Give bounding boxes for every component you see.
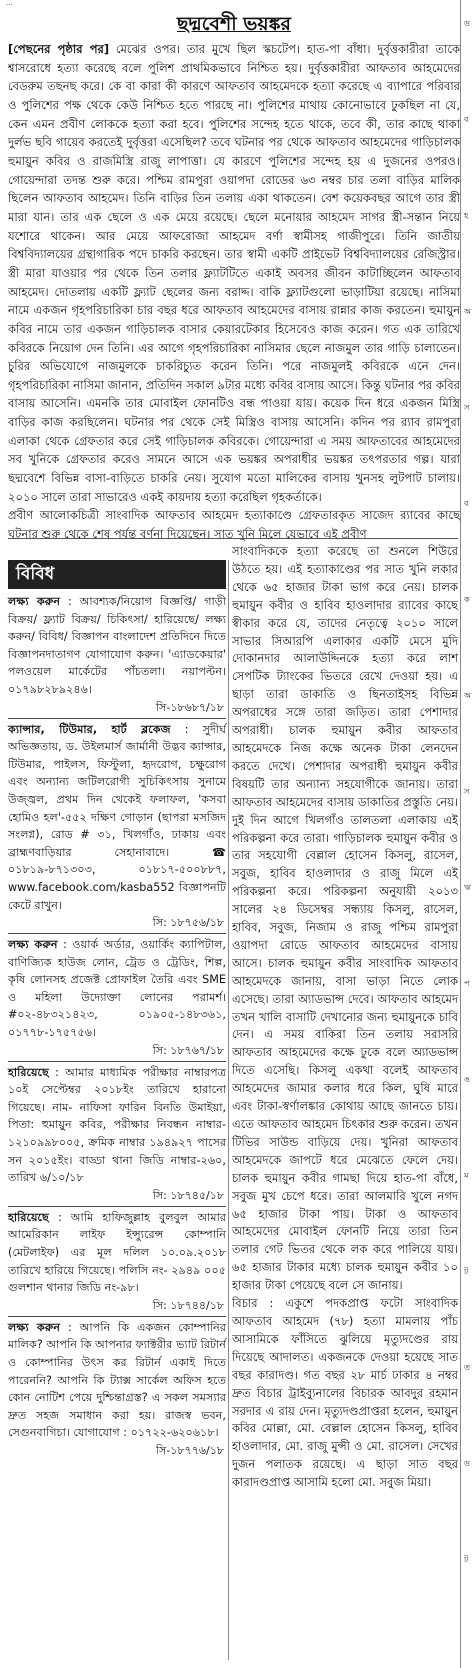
classified-separator bbox=[8, 1061, 226, 1062]
edge-fragment: অ bbox=[464, 307, 471, 316]
edge-fragment: ট bbox=[464, 1555, 469, 1564]
classified-ad-reference: সি: ১৮৭৪৫/১৮ bbox=[152, 1188, 224, 1202]
edge-fragment: হ bbox=[464, 211, 469, 220]
edge-fragment: ব bbox=[464, 115, 469, 124]
classified-ad-body: : আপনি কি একজন কোম্পানির মালিক? আপনি কি আপনার ফ্যাক্টরীর ভ্যাট রিটার্ন ও কোম্পানির উৎস কর রিটার্ন একাই দিতে পারেননি? আপনি কি ট্যাক্স সার্কেল অফিস হতে কোন নোটিশ পেয়ে দুশ্চিন্তাগ্রস্ত? এ সকল সমস্যার দ্রুত সহজ সমাধান করা হয়। রাজস্ব ভবন, সেগুনবাগিচা। যোগাযোগ : ০১৭২২-৬২০৬১৮। bbox=[8, 1320, 226, 1440]
classified-ad bbox=[8, 1319, 226, 1442]
edge-fragment: ম bbox=[464, 1171, 469, 1180]
jump-marker: [পেছনের পৃষ্ঠার পর] bbox=[8, 42, 110, 56]
classified-ad-heading: লক্ষ্য করুন bbox=[8, 938, 58, 952]
section-divider bbox=[8, 538, 458, 539]
edge-fragment: ক bbox=[464, 595, 470, 604]
lead-paragraph-1 bbox=[8, 40, 460, 506]
classified-ad-heading: হারিয়েছে bbox=[8, 1065, 49, 1079]
edge-fragment: অ bbox=[464, 691, 471, 700]
classified-ad-heading: হারিয়েছে bbox=[8, 1210, 49, 1224]
classified-separator bbox=[8, 1206, 226, 1207]
column-divider bbox=[228, 560, 229, 1660]
classified-ad-reference: সি: ১৮৭৫৬/১৮ bbox=[152, 916, 224, 930]
lead-paragraph-1-text: মেঝের ওপর। তার মুখে ছিল স্কচটেপ। হাত-পা বাঁধা। দুর্বৃত্তকারীরা তাকে শ্বাসরোধে হত্যা করেছে বলে পুলিশ প্রাথমিকভাবে নিশ্চিত হয়। দুর্বৃত্তকারীরা আফতাব আহমেদের বেডরুম তছনছ করে। কে বা কারা কী কারণে আফতাব আহমেদকে হত্যা করেছে এ ব্যাপারে পরিবার ও পুলিশের পক্ষ থেকে কেউ নিশ্চিত হতে পারছে না। পুলিশের মাথায় কোনোভাবে ঢুকছিল না যে, কেন এমন প্রবীণ লোককে হত্যা করা হবে। পুলিশের সন্দেহ হতে থাকে, তবে কী, তার কাছে থাকা দুর্লভ ছবি গায়েব করতেই দুর্বৃত্তরা এসেছিল? তবে ঘটনার পর থেকে আফতাব আহমেদের গাড়িচালক হুমায়ুন কবির ও রাজমিস্ত্রি রাজু লাপাত্তা। যে কারণে পুলিশের সন্দেহ হয় এ দুজনের ওপরও। গোয়েন্দারা তদন্ত শুরু করে। পশ্চিম রামপুরা ওয়াপদা রোডের ৬৩ নম্বর চার তলা বাড়ির মালিক ছিলেন আফতাব আহমেদ। তিনি বাড়ির তিন তলায় একা থাকতেন। বেশ কয়েকবছর আগে তার স্ত্রী মারা যান। তার এক ছেলে ও এক মেয়ে রয়েছে। ছেলে মনোয়ার আহমেদ সাগর স্ত্রী-সন্তান নিয়ে যশোরে থাকেন। আর মেয়ে আফরোজা আহমেদ বর্ণা স্বামীসহ গাজীপুরে। তিনি জাতীয় বিশ্ববিদ্যালয়ের গ্রন্থাগারিক পদে চাকরি করছেন। তার স্বামী একটি প্রাইভেট বিশ্ববিদ্যালয়ের রেজিস্ট্রার। স্ত্রী মারা যাওয়ার পর থেকে তিন তলার ফ্ল্যাটটিতে একাই অবসর জীবন কাটাচ্ছিলেন আফতাব আহমেদ। দোতলায় একটি ফ্ল্যাট ছেলের জন্য বরাদ্দ। বাকি ফ্ল্যাটগুলো ভাড়াটিয়া রয়েছে। নাসিমা নামে একজন গৃহপরিচারিকা চার বছর ধরে আফতাব আহমেদের বাসায় রান্নার কাজ করতেন। হুমায়ুন কবির নামে তার একজন গাড়িচালক বাসার কেয়ারটেকার হিসেবেও কাজ করেন। গত এক তারিখে কবিরকে নিয়োগ দেন তিনি। এর আগে গৃহপরিচারিকা নাসিমার ছেলে নাজমুল তার গাড়ি চালাতেন। চুরির অভিযোগে নাজমুলকে চাকরিচ্যুত করেন তিনি। পরে নাজমুলই কবিরকে এনে দেন। গৃহপরিচারিকা নাসিমা জানান, প্রতিদিন সকাল ৯টার মধ্যে কবির বাসায় আসে। কিন্তু ঘটনার পর কবির বাসায় আসেনি। এমনকি তার মোবাইল ফোনটিও বন্ধ পাওয়া যায়। কয়েক দিন ধরে একজন মিস্ত্রি বাড়ির কাজ করছিলেন। ঘটনার পর থেকে সেই মিস্ত্রিও বাসায় আসেনি। কদিন পর র‍্যাব রামপুরা এলাকা থেকে গ্রেফতার করে সেই গাড়িচালক কবিরকে। গোয়েন্দারা এ সময় আফতাবের আহমেদের সব খুনিকে গ্রেফতার করেও সামনে আসে এক ভয়ঙ্কর অপরাধীর ভয়ঙ্কর তৎপরতার গল্প। যারা ছদ্মবেশে বিভিন্ন বাসা-বাড়িতে চাকরি নেয়। সুযোগ মতো মালিকের বাসায় খুনসহ লুটপাট চালায়। ২০১০ সালে তারা সাভারেও একই কায়দায় হত্যা করেছিল গৃহকর্তাকে। bbox=[8, 42, 460, 504]
classified-ad bbox=[8, 1209, 226, 1297]
adjacent-column-edge bbox=[460, 0, 474, 1668]
classified-ad bbox=[8, 721, 226, 915]
classified-ad-body: : আবশ্যক/নিয়োগ বিজ্ঞপ্তি/ গাড়ী বিক্রয়/ ফ্ল্যাট বিক্রয়/ চিকিৎসা/ হারিয়েছে/ লক্ষ্য করুন/ বিবিধ/ বিজ্ঞাপন বাংলাদেশ প্রতিদিনে দিতে বিজ্ঞাপনদাতাগণ যোগাযোগ করুন। 'এ্যাডকেয়ার' পলওয়েল মার্কেটের পাঁচতলা। নয়াপল্টন। ০১৭৯৮২৮৯২৪৬। bbox=[8, 595, 226, 696]
edge-fragment: স bbox=[464, 787, 470, 796]
edge-fragment: প bbox=[464, 979, 470, 988]
classified-ad-heading: ক্যান্সার, টিউমার, হার্ট ব্লকেজ bbox=[8, 722, 171, 736]
classified-separator bbox=[8, 933, 226, 934]
classifieds-list bbox=[8, 593, 226, 1460]
edge-fragment: ড bbox=[464, 1459, 470, 1468]
article-body-paragraph: সাংবাদিককে হত্যা করেছে তা শুনলে শিউরে উঠতে হয়। এই হত্যাকাণ্ডের পর সাত খুনি লকার থেকে ৬৫ হাজার টাকা ভাগ করে নেয়। চালক হুমায়ুন কবীর ও হাবিব হাওলাদার র‍্যাবের কাছে স্বীকার করে যে, তাদের নেতৃত্বে ২০১০ সালে সাভার সিআরপি এলাকার একটি মেসে মুদি দোকানদার আলাউদ্দিনকে হত্যা করে লাশ সেপটিক ট্যাংকের ভিতরে রেখে দেওয়া হয়। এ ছাড়া তারা ডাকাতি ও ছিনতাইসহ বিভিন্ন অপরাধের সঙ্গে তারা জড়িত। তারা পেশাদার অপরাধী। চালক হুমায়ুন কবীর আফতাব আহমেদকে নিজ কক্ষে অনেক টাকা লেনদেন করতে দেখে। পেশাদার অপরাধী হুমায়ুন কবীর বিষয়টি তার অন্যান্য সহযোগীকে জানায়। তারা আফতাব আহমেদের বাসায় ডাকাতির প্রস্তুতি নেয়। দুই দিন আগে খিলগাঁও তালতলা এলাকায় এই পরিকল্পনা করে তারা। গাড়িচালক হুমায়ুন কবীর ও তার সহযোগী বেল্লাল হোসেন কিসলু, রাসেল, সবুজ, হাবিব হাওলাদার ও রাজু মিলে এই পরিকল্পনা করে। পরিকল্পনা অনুযায়ী ২০১৩ সালের ২৪ ডিসেম্বর সন্ধ্যায় কিসলু, রাসেল, হাবিব, সবুজ, নিজাম ও রাজু পশ্চিম রামপুরা ওয়াপদা রোডে আফতাব আহমেদের বাসায় আসে। চালক হুমায়ুন কবীর সাংবাদিক আফতাব আহমেদকে জানায়, বাসা ভাড়া নিতে লোক এসেছে। তারা অ্যাডভান্স দেবে। আফতাব আহমেদ তখন খালি বাসাটি দেখানোর জন্য হুমায়ুনকে চাবি দেন। এ সময় বাকিরা তিন তলায় সরাসরি আফতাব আহমেদের কক্ষে ঢুকে বলে অ্যাডভান্স দিতে এসেছি। কিসলু একথা বলেই আফতাব আহমেদের জামার কলার ধরে কিল, ঘুষি মারে এবং টাকা-স্বর্ণালঙ্কার কোথায় আছে জানতে চায়। এতে আফতাব আহমেদ চিৎকার শুরু করেন। তখন টিভির সাউন্ড বাড়িয়ে দেয়। খুনিরা আফতাব আহমেদকে জাপটে ধরে মেঝেতে ফেলে দেয়। চালক হুমায়ুন কবীর গামছা দিয়ে হাত-পা বাঁধে, সবুজ মুখ চেপে ধরে। তারা আলমারি খুলে নগদ ৬৫ হাজার টাকা পায়। টাকা ও আফতাব আহমেদের মোবাইল ফোনটি নিয়ে তারা তিন তলার গেট ভিতর থেকে লক করে পালিয়ে যায়। ৬৫ হাজার টাকার মধ্যে চালক হুমায়ুন কবীর ১০ হাজার টাকা পেয়েছে বলে সে জানায়। bbox=[232, 544, 458, 1293]
article-verdict-paragraph: বিচার : একুশে পদকপ্রাপ্ত ফটো সাংবাদিক আফতাব আহমেদ (৭৮) হত্যা মামলায় পাঁচ আসামিকে ফাঁসিতে ঝুলিয়ে মৃত্যুদণ্ডের রায় দিয়েছে আদালত। একজনকে দেওয়া হয়েছে সাত বছর কারাদণ্ড। গত বছর ২৮ মার্চ ঢাকার ৪ নম্বর দ্রুত বিচার ট্রাইব্যুনালের বিচারক আবদুর রহমান সরদার এ রায় দেন। মৃত্যুদণ্ডপ্রাপ্তরা হলেন, হুমায়ুন কবির মোল্লা, মো. বেল্লাল হোসেন কিসলু, হাবিব হাওলাদার, মো. রাজু মুন্সী ও মো. রাসেল। সেখের দুজন পলাতক রয়েছে। এ ছাড়া সাত বছর কারাদণ্ডপ্রাপ্ত আসামি হলো মো. সবুজ মিয়া। bbox=[232, 1296, 458, 1490]
lead-article bbox=[8, 40, 460, 542]
classified-ad-reference: সি-১৮৭৭৬/১৮ bbox=[155, 1443, 224, 1457]
classified-ad-body: : আমার মাধ্যমিক পরীক্ষার নাম্বারপত্র ১০ই সেপ্টেম্বর ২০১৮ইং তারিখে হারানো গিয়েছে। নাম- নাফিসা ফারিন বিনতি উমাইয়া, পিতা: হুমায়ুন কবির, পরীক্ষার নিবন্ধন নাম্বার- ১২১০৯৯৮০০৫, ক্রমিক নাম্বার ১৯৪৯২৭ পাসের সন ২০১৫ইং। বাড্ডা থানা জিডি নাম্বার-২৬০, তারিখ ৬/১০/১৮ bbox=[8, 1065, 226, 1185]
classified-ad-body: : সুদীর্ঘ অভিজ্ঞতায়, ড. উইলমার্স জার্মানী উদ্ভব ক্যান্সার, টিউমার, পাইলস, ফিস্টুলা, হৃদরোগ, চক্ষুরোগ এবং অন্যান্য জটিলরোগী সুচিকিৎসায় সুনামে উজ্জ্বল, প্রথম দিন থেকেই ফলাফল, 'কসবা হোমিও হল'-৫৫২ দক্ষিণ গোড়ান (ছাপরা মসজিদ সংলগ্ন), রোড # ৩১, খিলগাঁও, ঢাকায় এবং ব্রাহ্মণবাড়িয়ার সেহানাবাদে। ☎ ০১৮১৯-৮৭১৩০৩, ০১৮১৭-৫০০৮৮৭, www.facebook.com/kasba552 বিজ্ঞাপনটি কেটে রাখুন। bbox=[8, 722, 226, 912]
classified-separator bbox=[8, 718, 226, 719]
edge-fragment: স bbox=[464, 403, 470, 412]
edge-fragment: ড bbox=[464, 19, 470, 28]
edge-fragment: ব bbox=[464, 499, 469, 508]
classified-ad bbox=[8, 593, 226, 699]
classified-ad-reference: সি-১৮৬৮৭/১৮ bbox=[155, 700, 224, 714]
classifieds-column bbox=[8, 560, 226, 1660]
classified-ad bbox=[8, 936, 226, 1042]
headline: ছদ্মবেশী ভয়ঙ্কর bbox=[177, 13, 291, 35]
classified-ad-heading: লক্ষ্য করুন bbox=[8, 1320, 61, 1334]
classified-separator bbox=[8, 1316, 226, 1317]
lead-paragraph-2: প্রবীণ আলোকচিত্রী সাংবাদিক আফতাব আহমেদ হত্যাকাণ্ডে গ্রেফতারকৃত সাজেদ র‍্যাবের কাছে ঘটনার শুরু থেকে শেষ পর্যন্ত বর্ণনা দিয়েছেন। সাত খুনি মিলে যেভাবে এই প্রবীণ bbox=[8, 508, 460, 542]
top-cut-text: ... bbox=[6, 0, 13, 7]
edge-fragment: ট bbox=[464, 1267, 469, 1276]
article-continuation bbox=[232, 543, 458, 1661]
classified-ad-body: : আমি হাফিজুল্লাহ বুলবুল আমার আমেরিকান লাইফ ইন্স্যুরেন্স কোম্পানি (মেটলাইফ) এর মূল দলিল ১০.০৯.২০১৮ তারিখে হারিয়ে গিয়েছে। পলিসি নং- ২৯৪৯ ০০৫ গুলশান থানার জিডি নং-৯৮। bbox=[8, 1210, 226, 1295]
classifieds-section-title: বিবিধ bbox=[8, 560, 226, 589]
classified-ad-reference: সি: ১৮৭৪৪/১৮ bbox=[152, 1298, 224, 1312]
classified-ad-reference: সি: ১৮৭৬৭/১৮ bbox=[152, 1043, 224, 1057]
classified-ad-heading: লক্ষ্য করুন bbox=[8, 595, 61, 608]
classified-ad bbox=[8, 1064, 226, 1187]
edge-fragment: ঋ bbox=[464, 883, 471, 892]
classified-ad-body: : ওয়ার্ক অর্ডার, ওয়ার্কিং ক্যাপিটাল, বাণিজ্যিক হাউজ লোন, ট্রেড ও ট্রেডিং, শিল্প, কৃষি লোনসহ প্রজেক্ট প্রোফাইল তৈরি এবং SME ও মহিলা উদ্যোক্তা লোনের পরামর্শ। #০২-৪৮৩২১৪২৩, ০১৯০৫-১৪৮৩৬১, ০১৭৭৮-১৭৫৭৫৬। bbox=[8, 938, 226, 1040]
edge-fragment: ত bbox=[464, 1363, 471, 1372]
edge-fragment: ঙ bbox=[464, 1075, 470, 1084]
